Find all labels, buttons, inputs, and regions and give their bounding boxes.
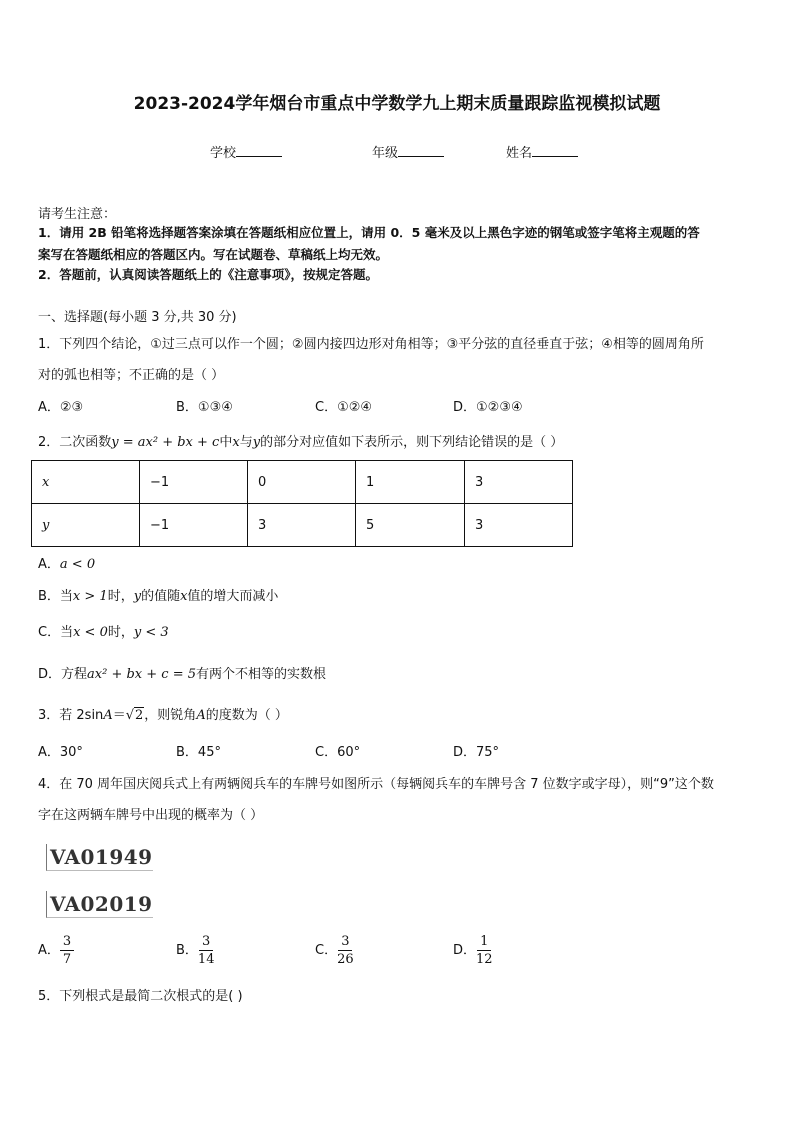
fraction-numerator: 3 [199, 933, 213, 951]
option-text: 时， [107, 625, 134, 640]
q1-line-1: 1．下列四个结论，①过三点可以作一个圆；②圆内接四边形对角相等；③平分弦的直径垂直于弦；④相等的圆周角所 [38, 337, 704, 352]
q2-option-c [38, 621, 169, 640]
q4-option-a [38, 933, 74, 968]
option-math: a < 0 [59, 557, 96, 572]
q1-option-a: A．②③ [38, 400, 84, 415]
q2-y-var: y [252, 435, 261, 450]
q3-option-b: B．45° [176, 745, 221, 760]
sqrt-symbol: √2 [125, 708, 144, 723]
option-label: A． [38, 943, 60, 958]
option-math: y [133, 589, 142, 604]
table-cell: 1 [356, 461, 465, 504]
table-cell: x [32, 461, 140, 504]
q2-value-table [31, 460, 573, 547]
section-heading: 一、选择题(每小题 3 分,共 30 分) [38, 310, 237, 325]
q2-x-var: x [232, 435, 240, 450]
option-math: y < 3 [133, 625, 169, 640]
option-math: x [180, 589, 188, 604]
school-field [210, 142, 282, 161]
q1-option-c: C．①②④ [315, 400, 373, 415]
fraction-numerator: 1 [477, 933, 491, 951]
q1-option-b: B．①③④ [176, 400, 233, 415]
option-label: D． [453, 943, 477, 958]
option-text: 值的增大而减小 [187, 589, 279, 604]
q2-function: y = ax² + bx + c [111, 435, 220, 450]
q2-with: 与 [239, 435, 253, 450]
q4-option-b [176, 933, 214, 968]
table-cell: 3 [248, 504, 356, 547]
option-label: C．当 [38, 625, 74, 640]
q3-suffix: ，则锐角 [144, 708, 197, 723]
notice-line-1a: 1．请用 2B 铅笔将选择题答案涂填在答题纸相应位置上，请用 0．5 毫米及以上黑色字迹的钢笔或签字笔将主观题的答 [38, 225, 700, 240]
q2-prefix: 2．二次函数 [38, 435, 112, 450]
fraction [198, 933, 215, 968]
fraction-denominator: 12 [476, 952, 493, 967]
grade-blank [398, 144, 444, 157]
fraction-denominator: 26 [337, 952, 354, 967]
table-row [32, 504, 573, 547]
q2-option-d [38, 663, 326, 682]
notice-line-2: 2．答题前，认真阅读答题纸上的《注意事项》，按规定答题。 [38, 267, 378, 282]
name-blank [532, 144, 578, 157]
grade-field [372, 142, 444, 161]
table-cell: 5 [356, 504, 465, 547]
q2-stem [38, 431, 563, 450]
table-cell: 3 [465, 461, 573, 504]
q4-line-2: 字在这两辆车牌号中出现的概率为（ ） [38, 808, 264, 823]
fraction-denominator: 7 [62, 952, 72, 967]
q4-option-d [453, 933, 493, 968]
q5-line-1: 5．下列根式是最简二次根式的是( ) [38, 989, 243, 1004]
option-label: A． [38, 557, 60, 572]
grade-label: 年级 [372, 146, 399, 161]
table-cell: 3 [465, 504, 573, 547]
q3-end: 的度数为（ ） [205, 708, 288, 723]
notice-heading: 请考生注意： [38, 207, 117, 222]
option-math: x > 1 [72, 589, 108, 604]
option-text: 有两个不相等的实数根 [196, 667, 327, 682]
option-label: C． [315, 943, 338, 958]
table-row [32, 461, 573, 504]
table-cell: y [32, 504, 140, 547]
plate-2: VA02019 [50, 892, 153, 916]
q2-suffix: 的部分对应值如下表所示，则下列结论错误的是（ ） [260, 435, 564, 450]
fraction-numerator: 3 [60, 933, 74, 951]
q3-prefix: 3．若 2sin [38, 708, 104, 723]
fraction [337, 933, 354, 968]
option-label: D．方程 [38, 667, 88, 682]
q3-option-c: C．60° [315, 745, 361, 760]
q2-option-b [38, 585, 278, 604]
option-math: x < 0 [73, 625, 108, 640]
option-text: 时， [107, 589, 134, 604]
table-cell: −1 [140, 461, 248, 504]
q3-equals: ＝ [112, 708, 126, 723]
q2-mid: 中 [219, 435, 233, 450]
table-cell: −1 [140, 504, 248, 547]
q3-option-a: A．30° [38, 745, 83, 760]
school-blank [236, 144, 282, 157]
option-text: 的值随 [141, 589, 181, 604]
plate-1: VA01949 [50, 845, 153, 869]
option-math: ax² + bx + c = 5 [87, 667, 196, 682]
option-label: B． [176, 943, 198, 958]
sqrt-radicand: 2 [135, 708, 144, 723]
fraction-numerator: 3 [338, 933, 352, 951]
exam-title: 2023-2024学年烟台市重点中学数学九上期末质量跟踪监视模拟试题 [133, 94, 661, 114]
fraction [60, 933, 74, 968]
q1-line-2: 对的弧也相等；不正确的是（ ） [38, 368, 225, 383]
option-label: B．当 [38, 589, 73, 604]
q2-option-a [38, 553, 95, 572]
q3-stem [38, 704, 288, 723]
table-cell: 0 [248, 461, 356, 504]
fraction-denominator: 14 [197, 952, 215, 967]
fraction [476, 933, 493, 968]
name-label: 姓名 [506, 146, 533, 161]
q4-option-c [315, 933, 354, 968]
q1-option-d: D．①②③④ [453, 400, 523, 415]
school-label: 学校 [210, 146, 237, 161]
q3-angle-a: A [103, 708, 113, 723]
notice-line-1b: 案写在答题纸相应的答题区内。写在试题卷、草稿纸上均无效。 [38, 247, 389, 262]
q4-line-1: 4．在 70 周年国庆阅兵式上有两辆阅兵车的车牌号如图所示（每辆阅兵车的车牌号含 7 位数字或字母），则“9”这个数 [38, 777, 714, 792]
q3-angle-a: A [196, 708, 206, 723]
q3-option-d: D．75° [453, 745, 500, 760]
name-field [506, 142, 578, 161]
